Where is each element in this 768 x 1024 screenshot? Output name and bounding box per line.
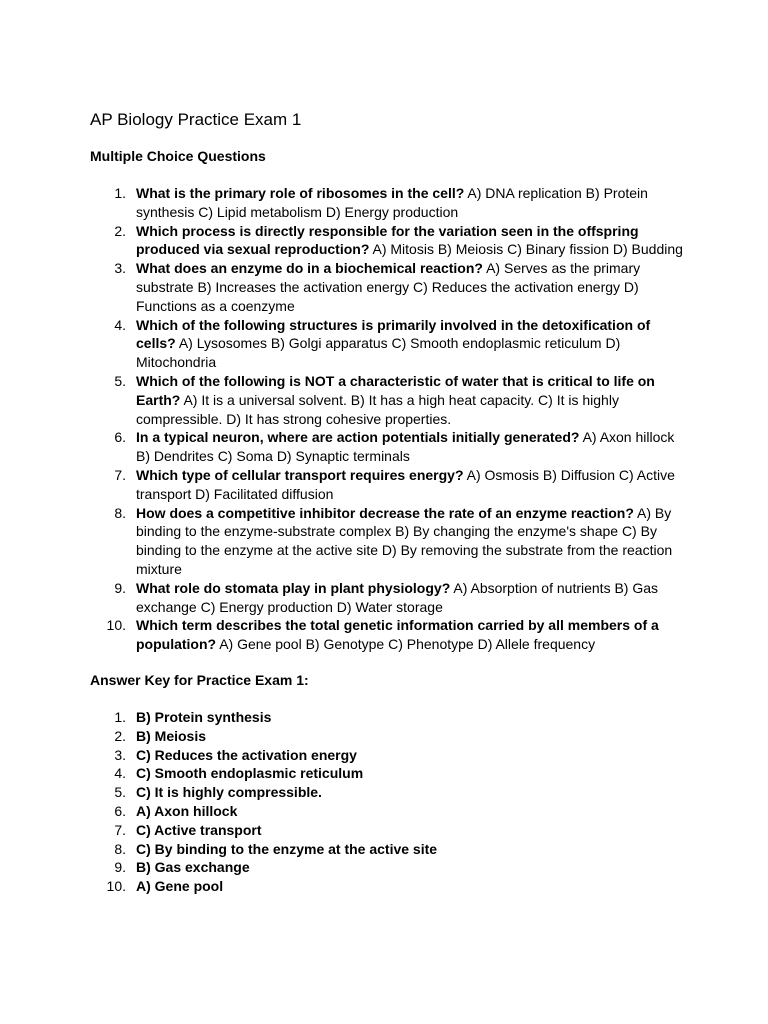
answer-item (90, 821, 690, 840)
question-options: A) By binding to the enzyme-substrate complex B) By changing the enzyme's shape C) By binding to the enzyme at the active site D) By removing the substrate from the reaction mixture (136, 504, 673, 577)
answer-item (90, 840, 690, 859)
question-text: In a typical neuron, where are action potentials initially generated? (136, 429, 580, 446)
question-text: What is the primary role of ribosomes in the cell? (136, 185, 465, 201)
question-options: A) Serves as the primary substrate B) Increases the activation energy C) Reduces the activation energy D) Functions as a coenzyme (136, 260, 641, 314)
question-options: A) Gene pool B) Genotype C) Phenotype D) Allele frequency (216, 636, 596, 653)
question-text: Which of the following is NOT a characteristic of water that is critical to life on Earth? (136, 372, 655, 408)
answer-number: 4. (114, 765, 126, 782)
question-text: Which term describes the total genetic information carried by all members of a population? (136, 617, 659, 653)
answer-number: 5. (114, 784, 126, 801)
question-number: 1. (114, 185, 126, 201)
answer-item (90, 746, 690, 765)
question-number: 3. (114, 260, 126, 277)
question-options: A) Lysosomes B) Golgi apparatus C) Smooth endoplasmic reticulum D) Mitochondria (136, 335, 621, 371)
answer-number: 9. (114, 859, 126, 876)
question-item (90, 184, 690, 222)
answer-text: B) Protein synthesis (136, 708, 272, 725)
answer-number: 2. (114, 727, 126, 744)
answer-number: 3. (114, 746, 126, 763)
question-list (90, 184, 690, 654)
question-options: A) Absorption of nutrients B) Gas exchange C) Energy production D) Water storage (136, 579, 659, 615)
answer-item (90, 877, 690, 896)
answer-item (90, 783, 690, 802)
answer-number: 8. (114, 840, 126, 857)
question-text: What does an enzyme do in a biochemical reaction? (136, 260, 483, 277)
answer-item (90, 708, 690, 727)
question-number: 7. (114, 466, 126, 483)
question-item (90, 504, 690, 579)
answer-text: B) Gas exchange (136, 859, 250, 876)
question-item (90, 466, 690, 504)
question-number: 4. (114, 316, 126, 333)
question-text: What role do stomata play in plant physiology? (136, 579, 451, 596)
question-number: 9. (114, 579, 126, 596)
question-item (90, 428, 690, 466)
question-number: 5. (114, 372, 126, 389)
question-number: 10. (106, 617, 126, 634)
answer-text: B) Meiosis (136, 727, 207, 744)
question-text: How does a competitive inhibitor decrease the rate of an enzyme reaction? (136, 504, 634, 521)
answer-text: A) Gene pool (136, 878, 224, 895)
page-title: AP Biology Practice Exam 1 (90, 110, 302, 129)
question-options: A) DNA replication B) Protein synthesis C) Lipid metabolism D) Energy production (136, 185, 648, 220)
answer-number: 6. (114, 802, 126, 819)
question-item (90, 316, 690, 372)
document-page (90, 108, 690, 896)
answer-item (90, 727, 690, 746)
question-item (90, 259, 690, 315)
question-options: A) Osmosis B) Diffusion C) Active transport D) Facilitated diffusion (136, 466, 675, 502)
answer-item (90, 858, 690, 877)
answer-number: 7. (114, 821, 126, 838)
question-item (90, 372, 690, 428)
question-options: A) Axon hillock B) Dendrites C) Soma D) Synaptic terminals (136, 429, 675, 465)
answer-key-heading: Answer Key for Practice Exam 1: (90, 671, 309, 688)
question-number: 8. (114, 504, 126, 521)
answer-number: 1. (114, 708, 126, 725)
multiple-choice-heading: Multiple Choice Questions (90, 148, 266, 164)
answer-text: C) By binding to the enzyme at the active site (136, 840, 438, 857)
answer-item (90, 802, 690, 821)
answer-text: C) Active transport (136, 821, 262, 838)
question-text: Which type of cellular transport requires energy? (136, 466, 464, 483)
answer-text: C) Smooth endoplasmic reticulum (136, 765, 364, 782)
answer-item (90, 764, 690, 783)
answer-text: C) It is highly compressible. (136, 784, 322, 801)
question-options: A) It is a universal solvent. B) It has a high heat capacity. C) It is highly compressible. D) It has strong cohesive properties. (136, 391, 619, 427)
question-item (90, 579, 690, 617)
answer-text: C) Reduces the activation energy (136, 746, 357, 763)
answer-list (90, 708, 690, 896)
answer-number: 10. (106, 878, 126, 895)
question-options: A) Mitosis B) Meiosis C) Binary fission D) Budding (369, 241, 683, 258)
question-number: 6. (114, 429, 126, 446)
question-item (90, 616, 690, 654)
question-text: Which process is directly responsible for the variation seen in the offspring produced via sexual reproduction? (136, 222, 639, 258)
question-item (90, 222, 690, 260)
answer-text: A) Axon hillock (136, 802, 238, 819)
question-text: Which of the following structures is primarily involved in the detoxification of cells? (136, 316, 651, 352)
question-number: 2. (114, 222, 126, 239)
